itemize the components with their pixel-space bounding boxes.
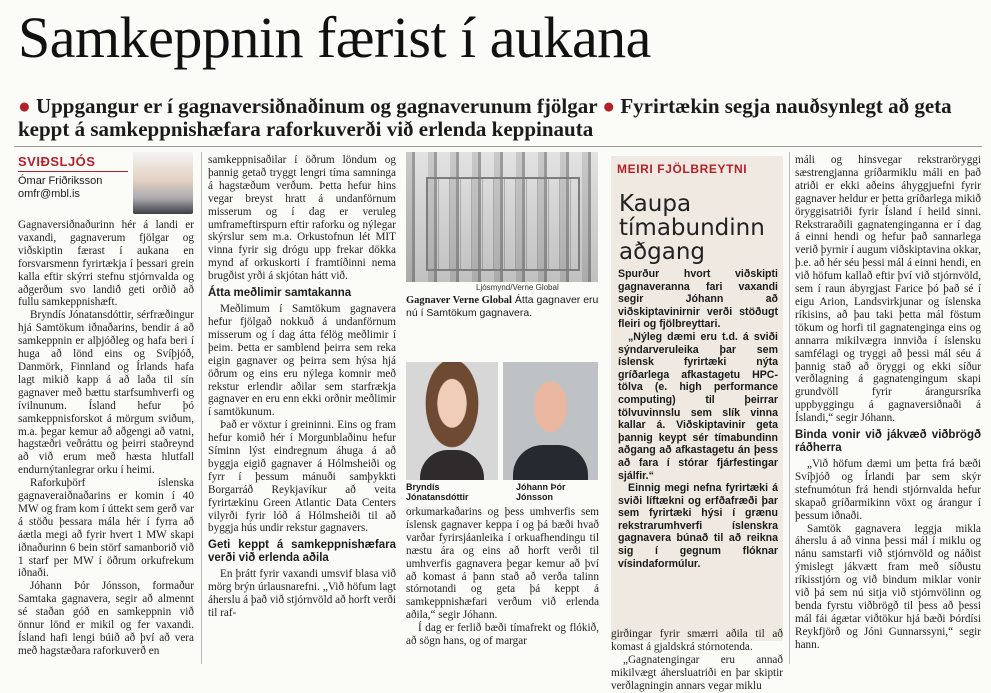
paragraph: Jóhann Þór Jónsson, formaður Samtaka gagnavera, segir að almennt sé staðan góð en samkeppnin við önnur lönd er mikil og fer vaxandi. Ísland hafi lengi búið að því að vera með hagstæðara raforkuverð en [18, 580, 194, 657]
paragraph: „Nýleg dæmi eru t.d. á sviði sýndarveruleika þar sem íslensk fyrirtæki nýta gríðarlega afkastagetu HPC-tölva (e. high performance computing) til þeirrar tölvuvinnslu sem slík vinna kallar á. Viðskiptavinir geta þannig keypt sér tímabundinn aðgang að afkastagetu án þess að fara í stórar fjárfestingar sjálfir.“ [618, 330, 778, 482]
article-column-4 [611, 628, 783, 693]
paragraph: orkumarkaðarins og þess umhverfis sem íslensk gagnaver keppa í og þá bæði hvað varðar fyrirsjáanleika í orkuafhendingu til næstu ára og eins að horft verði til umhverfis gagnavera þegar kemur að því að komast á þann stað að verða talinn stórnotandi og geta þá keppt á samkeppnishæfari verðum við erlenda aðila,“ segir Jóhann. [406, 506, 599, 622]
author-email[interactable]: omfr@mbl.is [18, 188, 80, 200]
bullet-icon: ● [602, 94, 616, 118]
byline [18, 154, 133, 201]
author-name: Ómar Friðriksson [18, 175, 103, 187]
paragraph: samkeppnisaðilar í öðrum löndum og þannig getað tryggt lengri tíma samninga á hagstæðum verðum. Þetta hefur hins vegar breyst hratt á undanförnum misserum og í dag er veruleg umframeftirspurn eftir raforku og nýlegar skýrslur sem m.a. Orkustofnun lét MIT vinna fyrir sig drógu upp frekar dökka mynd af orkuskorti í framtíðinni nema brugðist yrði á skjótan hátt við. [208, 154, 396, 283]
paragraph: Einnig megi nefna fyrirtæki á sviði líftækni og erfðafræði þar sem fyrirtæki hýsi í grænu rekstrarumhverfi íslenskra gagnavera búnað til að reikna sig í gegnum flóknar vísindaformúlur. [618, 482, 778, 570]
subhead [18, 95, 978, 141]
paragraph: girðingar fyrir smærri aðila til að komast á gjaldskrá stórnotenda. [611, 628, 783, 653]
article-column-1 [18, 219, 194, 658]
paragraph: Spurður hvort viðskipti gagnaveranna fari vaxandi segir Jóhann að viðskiptavinirnir verði stöðugt fleiri og fjölbreyttari. [618, 268, 778, 331]
article-column-3 [406, 506, 599, 648]
subhead-part-1: Uppgangur er í gagnaversiðnaðinum og gagnaverunum fjölgar [35, 94, 598, 118]
paragraph: Það er vöxtur í greininni. Eins og fram hefur komið hér í Morgunblaðinu hefur Síminn lýst eindregnum áhuga á að byggja eigið gagnaver á Hólmsheiði og fyrr í þessum mánuði samþykkti Borgarráð Reykjavíkur að veita fyrirtækinu Green Atlantic Data Centers vilyrði fyrir lóð á Hólmsheiði til að byggja hús undir rekstur gagnavers. [208, 419, 396, 535]
paragraph: máli og hinsvegar rekstraröryggi sæstrengjanna gríðarmiklu máli en það atriði er ekki aðeins áhyggjuefni fyrir gagnaver heldur er þetta gríðarlega mikið öryggisatriði fyrir Ísland í heild sinni. Rekstraraðili gagnatenginganna er í dag á einni hendi og hefur það sannarlega verið þyrnir í augum viðskiptavina okkar, þ.e. að hér séu þessi mál á einni hendi, en við höfum kallað eftir því við stjórnvöld, sem í raun ábyrgjast Farice þó það sé í eigu Arion, Landsvirkjunar og íslenska ríkisins, að þau taki þetta mál föstum tökum og horfi til gagnatenginga eins og annarra mikilvægra innviða í íslensku samfélagi og tryggi að þessi mál séu á þannig stað að öryggi og ekki síður verðlagning á gagnatengingum skapi grundvöll fyrir árangursríka uppbyggingu á gagnaversiðnaði á Íslandi,“ segir Jóhann. [795, 154, 981, 425]
section-kicker: SVIÐSLJÓS [18, 154, 96, 169]
headline: Samkeppnin færist í aukana [18, 5, 651, 70]
paragraph: Bryndís Jónatansdóttir, sérfræðingur hjá Samtökum iðnaðarins, bendir á að samkeppnin er alþjóðleg og hafa beri í huga að lönd eins og Svíþjóð, Danmörk, Finnland og Írlands hafa lagt mikið kapp á að laða til sín gagnaver með bættu starfsumhverfi og ívilnunum. Ísland hefur þó samkeppnisforskot á mörgum sviðum, m.a. þegar kemur að aðgengi að vatni, hagstæðri veðráttu og þeirri staðreynd að við erum með hæsta hlutfall endurnýtanlegrar orku í heimi. [18, 309, 194, 477]
portrait-bryndis [406, 362, 498, 480]
paragraph: „Gagnatengingar eru annað mikilvægt áhersluatriði en þar skiptir verðlagningin annars vegar miklu [611, 653, 783, 692]
bullet-icon: ● [18, 94, 31, 118]
sidebar-body [618, 268, 778, 570]
paragraph: Meðlimum í Samtökum gagnavera hefur fjölgað nokkuð á undanförnum misserum og í dag átta félög meðlimir í þeim. Þetta er samblend þeirra sem reka eigin gagnaver og þeirra sem hýsa hjá öðrum og eins eru nýlega komnir með rekstur erlendir aðilar sem starfrækja gagnaver en eru enn ekki orðnir meðlimir í samtökunum. [208, 303, 396, 419]
paragraph: Samtök gagnavera leggja mikla áherslu á að vinna þessi mál í miklu og nánu samstarfi við stjórnvöld og náðist ýmislegt jákvætt fram með síðustu ríkisstjórn og við bindum miklar vonir við þá sem nú sitja við stjórnvölinn og benda fyrstu viðbrögð til þess að þessi mál fái ágætar viðtökur hjá bæði Þórdísi Reykfjörð og Jóni Gunnarssyni,“ segir hann. [795, 522, 981, 651]
subheading: Geti keppt á samkeppnishæfara verði við erlenda aðila [208, 539, 396, 565]
portrait-name-left: Bryndís Jónatansdóttir [406, 482, 469, 502]
column-divider [789, 152, 790, 664]
datacenter-photo [406, 152, 598, 282]
column-divider [201, 152, 202, 664]
subhead-part-2: Fyrirtækin segja nauðsynlegt að geta keppt á samkeppnishæfara raforkuverði við erlenda keppinauta [18, 94, 952, 141]
author-photo [133, 152, 193, 214]
subheading: Binda vonir við jákvæð viðbrögð ráðherra [795, 429, 981, 455]
caption-text: Átta gagnaver eru nú í Samtökum gagnavera. [406, 294, 599, 319]
sidebar-box [611, 156, 783, 641]
kicker-rule [18, 171, 128, 172]
paragraph: Raforkuþörf íslenska gagnaveraiðnaðarins er komin í 40 MW og fram kom í úttekt sem gerð var á stöðu þessara mála hér í fyrra að áætla megi að fyrir hvert 1 MW skapi iðnaðurinn 6 bein störf samanborið við 1 starf per MW í öðrum orkufrekum iðnaði. [18, 477, 194, 580]
paragraph: Í dag er ferlið bæði tímafrekt og flókið, að sögn hans, og of margar [406, 622, 599, 648]
caption-title: Gagnaver Verne Global [406, 295, 512, 306]
sidebar-label: MEIRI FJÖLBREYTNI [617, 162, 748, 176]
paragraph: Gagnaversiðnaðurinn hér á landi er vaxandi, gagnaverum fjölgar og viðskiptin færast í aukana en forsvarsmenn fyrirtækja í þessari grein kalla eftir skýrri stefnu stjórnvalda og aðgerðum svo landið geti orðið að fullu samkeppnishæft. [18, 219, 194, 309]
portrait-johann [503, 362, 598, 480]
paragraph: En þrátt fyrir vaxandi umsvif blasa við mörg brýn úrlausnarefni. „Við höfum lagt áherslu á það við stjórnvöld að horft verði til raf- [208, 568, 396, 620]
photo-credit: Ljósmynd/Verne Global [476, 283, 559, 292]
sidebar-title: Kaupa tímabundinn aðgang [619, 191, 765, 265]
article-column-2 [208, 154, 396, 620]
divider [14, 146, 982, 147]
article-column-5 [795, 154, 981, 652]
paragraph: „Við höfum dæmi um þetta frá bæði Svíþjóð og Írlandi þar sem skýr stefnumótun frá hendi stjórnvalda hefur skapað gríðarmikinn vöxt og árangur í þessum iðnaði. [795, 458, 981, 522]
portrait-name-right: Jóhann Þór Jónsson [516, 482, 566, 502]
subheading: Átta meðlimir samtakanna [208, 287, 352, 300]
photo-caption [406, 294, 599, 320]
